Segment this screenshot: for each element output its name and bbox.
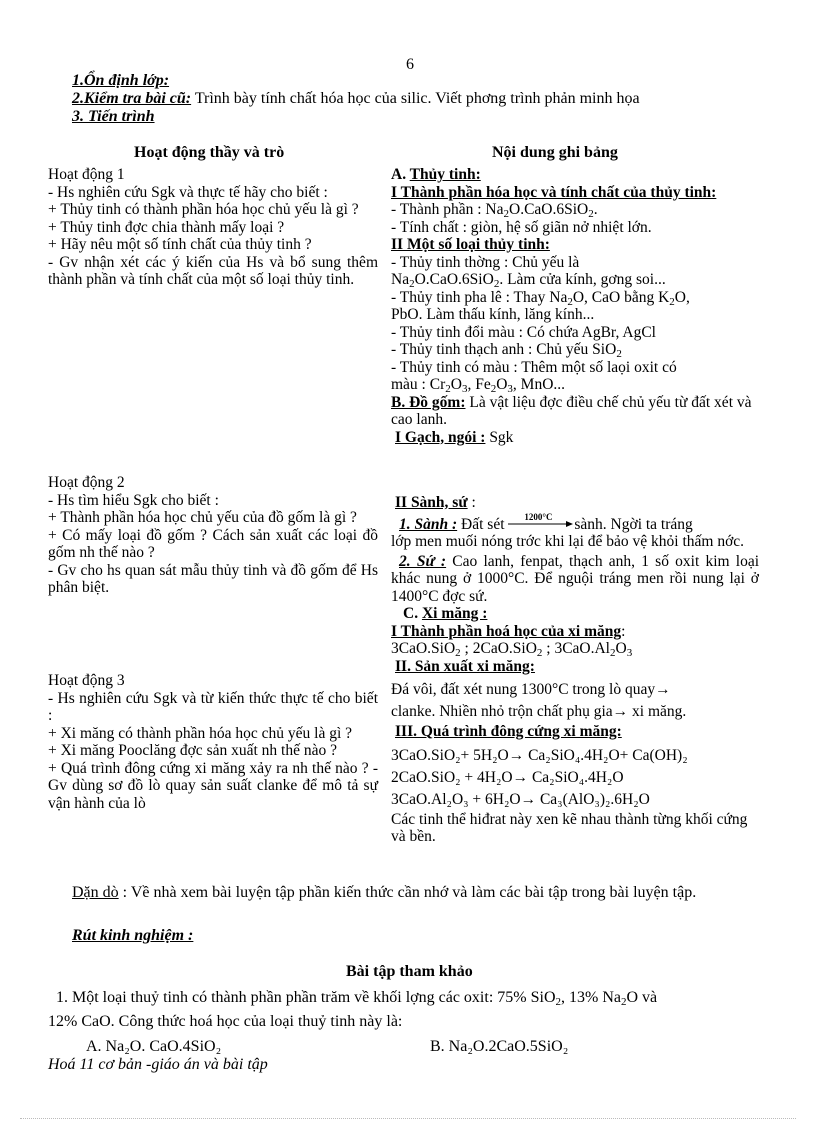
gach-ngoi-text: Sgk [485, 428, 514, 446]
pha-le-a: - Thủy tinh pha lê : Thay Na [391, 288, 568, 306]
hd2-title: Hoạt động 2 [48, 474, 125, 491]
hd3-title: Hoạt động 3 [48, 672, 125, 689]
thuy-tinh-doi-mau: - Thủy tinh đổi màu : Có chứa AgBr, AgCl [391, 323, 656, 341]
sanh [391, 511, 759, 551]
dan-do [72, 884, 794, 902]
hd3-line: - Hs nghiên cứu Sgk và từ kiến thức thực tế cho biết : [48, 689, 378, 724]
section-b-title: B. Đồ gốm: [391, 393, 466, 411]
co-mau-b: màu : Cr [391, 376, 446, 393]
thuy-tinh-thuong-b: . Làm cửa kính, gơng soi... [499, 271, 666, 288]
hd3-line: + Xi măng Pooclăng đợc sản xuất nh thế nào ? [48, 742, 337, 759]
right-column-title: Nội dung ghi bảng [492, 144, 618, 161]
thuy-tinh-thuong: - Thủy tinh thờng : Chủ yếu là $Na_2O.CaO.6SiO_2$. Làm cửa kính, gơng soi... [391, 253, 666, 290]
section-c-title: Xi măng : [421, 605, 488, 622]
sanh-label: 1. Sành : [399, 515, 458, 533]
equation-3: 3CaO.Al₂O₃ + 6H₂O→ Ca₃(AlO₃)₂.6H₂O [391, 790, 650, 808]
section-c-i: I Thành phần hoá học của xi măng: [391, 622, 626, 640]
thuy-tinh-thuong-a: - Thủy tinh thờng : Chủ yếu là [391, 253, 580, 271]
section-c-iii-title: III. Quá trình đông cứng xi măng: [395, 723, 622, 740]
equation-1: 3CaO.SiO₂+ 5H₂O→ Ca₂SiO₄.4H₂O+ Ca(OH)₂ [391, 746, 688, 764]
tinh-the-text: Các tinh thể hiđrat này xen kẽ nhau thành từng khối cứng và bền. [391, 810, 748, 845]
su [391, 553, 759, 606]
section-a-title: Thủy tinh: [409, 166, 481, 183]
page-number: 6 [406, 56, 414, 73]
c-ii-text-b: clanke. Nhiền nhỏ trộn chất phụ gia→ xi măng. [391, 703, 687, 720]
reaction-temp: 1200°C [524, 511, 553, 522]
hd1-line: + Thủy tinh có thành phần hóa học chủ yếu là gì ? [48, 201, 359, 218]
dan-do-label: Dặn dò [72, 884, 119, 901]
question-1: 1. Một loại thuỷ tinh có thành phần phần trăm về khối lợng các oxit: 75% SiO$_2$, 13% $Na_2O$ và 12% CaO. Công thức hoá học của loại thuỷ tinh này là: [48, 989, 658, 1030]
hd2-line: - Hs tìm hiểu Sgk cho biết : [48, 491, 219, 509]
thuy-tinh-thach-anh: - Thủy tinh thạch anh : Chủ yếu SiO$_2$ [391, 341, 622, 360]
right-column [391, 166, 759, 446]
hd1-line: - Gv nhận xét các ý kiến của Hs và bổ sung thêm thành phần và tính chất của một số loại thủy tinh. [48, 253, 378, 288]
q1-d: 12% CaO. Công thức hoá học của loại thuỷ tinh này là: [48, 1013, 403, 1030]
left-column-title: Hoạt động thầy và trò [134, 144, 285, 161]
q1-a: 1. Một loại thuỷ tinh có thành phần phần trăm về khối lợng các oxit: 75% SiO [56, 989, 556, 1006]
pha-le-d: PbO. Làm thấu kính, lăng kính... [391, 306, 595, 323]
footer: Hoá 11 cơ bản -giáo án và bài tập [48, 1056, 268, 1073]
hoat-dong-3 [48, 672, 378, 812]
q1-c: O và [626, 989, 658, 1006]
thanh-phan: - Thành phần : $Na_2O.CaO.6SiO_2$. [391, 201, 598, 220]
section-b-text: Là vật liệu đợc điều chế chủ yếu từ đất xét và cao lanh. [391, 393, 752, 428]
sanh-su-title: II Sành, sứ [395, 494, 468, 511]
section-c [391, 605, 759, 623]
su-text: Cao lanh, fenpat, thạch anh, 1 số oxit kim loại khác nung ở 1000°C. Để nguội tráng men rồi nung lại ở 1400°C đợc sứ. [391, 552, 759, 605]
section-a-ii-title: II Một số loại thủy tinh: [391, 236, 550, 253]
section-on-dinh-lop: 1.Ổn định lớp: [72, 72, 170, 89]
section-c-label: C. [403, 605, 422, 622]
pha-le-b: O, CaO bằng K [572, 288, 670, 306]
section-a [391, 166, 759, 184]
hd3-line: + Xi măng có thành phần hóa học chủ yếu là gì ? [48, 724, 353, 742]
hd2-line: + Có mấy loại đồ gốm ? Cách sản xuất các loại đồ gốm nh thế nào ? [48, 526, 378, 561]
right-column-2 [391, 494, 759, 846]
section-c-ii-text [391, 679, 759, 723]
section-b [391, 394, 759, 429]
gach-ngoi-title: I Gạch, ngói : [395, 428, 486, 446]
sanh-su [391, 494, 759, 512]
section-a-i-title: I Thành phần hóa học và tính chất của thủy tinh: [391, 183, 717, 201]
section-tien-trinh: 3. Tiến trình [72, 108, 155, 125]
hd2-line: - Gv cho hs quan sát mẫu thủy tinh và đồ gốm để Hs phân biệt. [48, 561, 378, 596]
equation-2: 2CaO.SiO₂ + 4H₂O→ Ca₂SiO₄.4H₂O [391, 768, 624, 786]
q1-b: , 13% Na [561, 989, 621, 1006]
sanh-text-a: Đất sét [457, 515, 509, 533]
hd3-line: + Quá trình đông cứng xi măng xảy ra nh thế nào ? - Gv dùng sơ đồ lò quay sản suất clanke để mô tả sự vận hành của lò [48, 759, 378, 812]
tinh-chat: - Tính chất : giòn, hệ số giãn nở nhiệt lớn. [391, 218, 652, 236]
gach-ngoi [391, 429, 759, 447]
su-label: 2. Sứ : [399, 552, 447, 570]
dan-do-text: : Về nhà xem bài luyện tập phần kiến thức cần nhớ và làm các bài tập trong bài luyện tập. [118, 884, 697, 901]
rut-kinh-nghiem: Rút kinh nghiệm : [72, 927, 194, 944]
c-ii-text-a: Đá vôi, đất xét nung 1300°C trong lò quay→ [391, 681, 671, 698]
thanh-phan-label: - Thành phần : [391, 201, 486, 218]
sanh-su-colon: : [467, 494, 476, 511]
section-c-i-title: I Thành phần hoá học của xi măng [391, 622, 622, 640]
kiem-tra-label: 2.Kiểm tra bài cũ: [72, 90, 192, 107]
hd1-line: + Thủy tinh đợc chia thành mấy loại ? [48, 218, 285, 236]
sanh-text-c: lớp men muối nóng trớc khi lại để bảo vệ khỏi thấm nớc. [391, 533, 745, 550]
reaction-arrow [508, 511, 574, 530]
hoat-dong-2 [48, 474, 378, 597]
section-c-ii-title: II. Sản xuất xi măng: [395, 657, 535, 675]
kiem-tra-text: Trình bày tính chất hóa học của silic. Viết phơng trình phản minh họa [191, 90, 640, 107]
thach-anh-text: - Thủy tinh thạch anh : Chủ yếu SiO [391, 341, 617, 358]
exercise-title: Bài tập tham khảo [346, 963, 473, 980]
pha-le-c: O, [674, 288, 690, 306]
hd1-line: + Hãy nêu một số tính chất của thủy tinh ? [48, 236, 312, 253]
hd2-line: + Thành phần hóa học chủ yếu của đồ gốm là gì ? [48, 509, 357, 526]
section-a-label: A. [391, 166, 410, 183]
hoat-dong-1 [48, 166, 378, 289]
thuy-tinh-co-mau: - Thủy tinh có màu : Thêm một số laọi oxit có màu : $Cr_2O_3$, $Fe_2O_3$, MnO... [391, 358, 677, 395]
hd1-line: - Hs nghiên cứu Sgk và thực tế hãy cho biết : [48, 183, 328, 201]
section-kiem-tra [72, 90, 640, 108]
thuy-tinh-pha-le: - Thủy tinh pha lê : Thay $Na_2O$, CaO bằng $K_2O$, PbO. Làm thấu kính, lăng kính... [391, 288, 690, 323]
option-a: A. Na₂O. CaO.4SiO₂ [86, 1038, 222, 1055]
option-b: B. Na₂O.2CaO.5SiO₂ [430, 1038, 569, 1055]
hd1-title: Hoạt động 1 [48, 166, 125, 183]
page-bottom-rule [20, 1118, 796, 1119]
xi-mang-formula: 3CaO.SiO$_2$ ; 2CaO.SiO$_2$ ; $3CaO.Al_2O_3$ [391, 640, 633, 659]
sanh-text-b: sành. Ngời ta tráng [574, 515, 693, 533]
co-mau-a: - Thủy tinh có màu : Thêm một số laọi oxit có [391, 358, 677, 376]
